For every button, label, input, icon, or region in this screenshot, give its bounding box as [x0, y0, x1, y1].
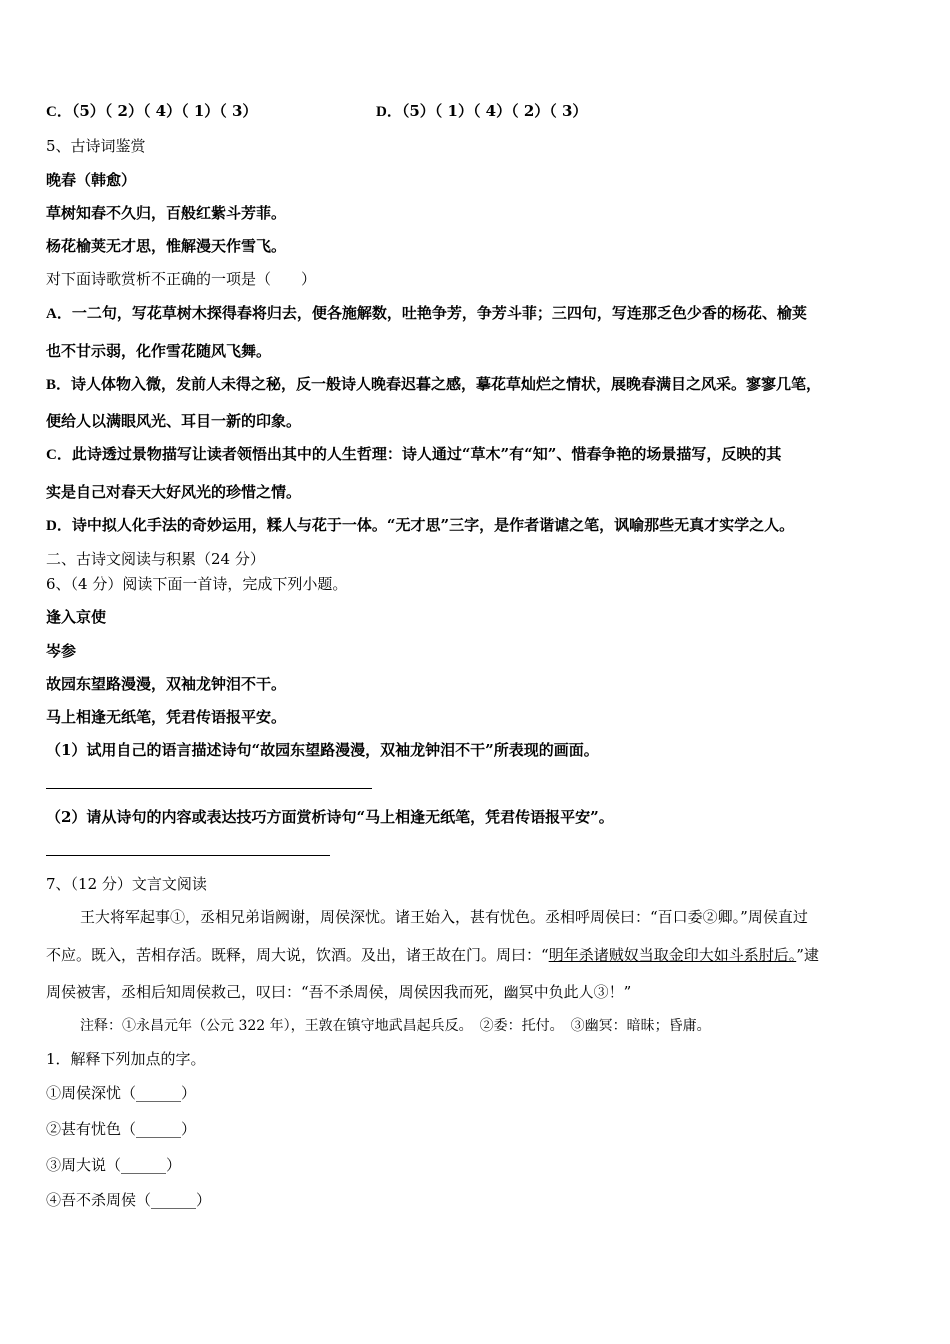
q5-option-d [46, 515, 794, 536]
q6-heading: 6、（4 分）阅读下面一首诗，完成下列小题。 [46, 575, 348, 593]
q4-option-c [46, 101, 257, 122]
q7-passage-line [46, 945, 819, 965]
q4-option-d [376, 101, 587, 122]
option-text: 此诗透过景物描写让读者领悟出其中的人生哲理：诗人通过“草木”有“知”、惜春争艳的场景描写，反映的其 [71, 445, 782, 463]
q7-task-1: 1．解释下列加点的字。 [46, 1050, 206, 1068]
option-label: D． [376, 104, 402, 120]
option-label: D． [46, 518, 72, 534]
option-label: A． [46, 306, 72, 322]
q7-item: ②甚有忧色（______） [46, 1120, 197, 1138]
q7-item: ④吾不杀周侯（______） [46, 1191, 212, 1209]
q6-subquestion-1: （1）试用自己的语言描述诗句“故园东望路漫漫，双袖龙钟泪不干”所表现的画面。 [46, 741, 599, 759]
option-text: （5）（ 1）（ 4）（ 2）（ 3） [401, 102, 588, 120]
q6-poem-line: 马上相逢无纸笔，凭君传语报平安。 [46, 708, 287, 726]
q5-heading: 5、古诗词鉴赏 [46, 137, 146, 155]
q5-poem-line: 杨花榆荚无才思，惟解漫天作雪飞。 [46, 237, 287, 255]
option-text: 诗中拟人化手法的奇妙运用，糅人与花于一体。“无才思”三字，是作者谐谑之笔，讽喻那些无真才实学之人。 [71, 516, 795, 534]
q5-option-c-cont: 实是自己对春天大好风光的珍惜之情。 [46, 483, 302, 501]
q5-question: 对下面诗歌赏析不正确的一项是（ ） [46, 270, 317, 288]
q5-option-b-cont: 便给人以满眼风光、耳目一新的印象。 [46, 412, 302, 430]
q5-option-a-cont: 也不甘示弱，化作雪花随风飞舞。 [46, 342, 272, 360]
q7-passage-line: 王大将军起事①，丞相兄弟诣阙谢，周侯深忧。诸王始入，甚有忧色。丞相呼周侯曰：“百口委②卿。”周侯直过 [80, 908, 808, 926]
underlined-sentence: 明年杀诸贼奴当取金印大如斗系肘后。 [548, 946, 797, 964]
q5-option-c [46, 444, 781, 465]
answer-line[interactable] [46, 788, 372, 789]
q5-option-b [46, 374, 821, 395]
option-text: 诗人体物入微，发前人未得之秘，反一般诗人晚春迟暮之感，摹花草灿烂之情状，展晚春满目之风采。寥寥几笔， [71, 375, 822, 393]
q6-poem-author: 岑参 [46, 642, 77, 660]
q7-passage-line: 周侯被害，丞相后知周侯救己，叹曰：“吾不杀周侯，周侯因我而死，幽冥中负此人③！” [46, 983, 632, 1001]
passage-text: 不应。既入，苦相存活。既释，周大说，饮酒。及出，诸王故在门。周曰：“ [46, 946, 549, 964]
q7-item: ①周侯深忧（______） [46, 1084, 197, 1102]
option-label: C． [46, 104, 72, 120]
q5-option-a [46, 303, 807, 324]
answer-line[interactable] [46, 855, 330, 856]
q6-poem-title: 逢入京使 [46, 608, 107, 626]
option-label: B． [46, 377, 72, 393]
q7-heading: 7、（12 分）文言文阅读 [46, 875, 207, 893]
q6-poem-line: 故园东望路漫漫，双袖龙钟泪不干。 [46, 675, 287, 693]
q7-note: 注释：①永昌元年（公元 322 年），王敦在镇守地武昌起兵反。 ②委：托付。 ③幽冥：暗昧；昏庸。 [80, 1018, 711, 1034]
option-text: 一二句，写花草树木探得春将归去，便各施解数，吐艳争芳，争芳斗菲；三四句，写连那乏色少香的杨花、榆荚 [71, 304, 807, 322]
option-label: C． [46, 447, 72, 463]
q5-poem-title: 晚春（韩愈） [46, 171, 137, 189]
q5-poem-line: 草树知春不久归，百般红紫斗芳菲。 [46, 204, 287, 222]
q7-item: ③周大说（______） [46, 1156, 182, 1174]
option-text: （5）（ 2）（ 4）（ 1）（ 3） [71, 102, 258, 120]
section-heading: 二、古诗文阅读与积累（24 分） [46, 550, 265, 568]
q6-subquestion-2: （2）请从诗句的内容或表达技巧方面赏析诗句“马上相逢无纸笔，凭君传语报平安”。 [46, 808, 614, 826]
passage-text: ”逮 [796, 946, 819, 964]
